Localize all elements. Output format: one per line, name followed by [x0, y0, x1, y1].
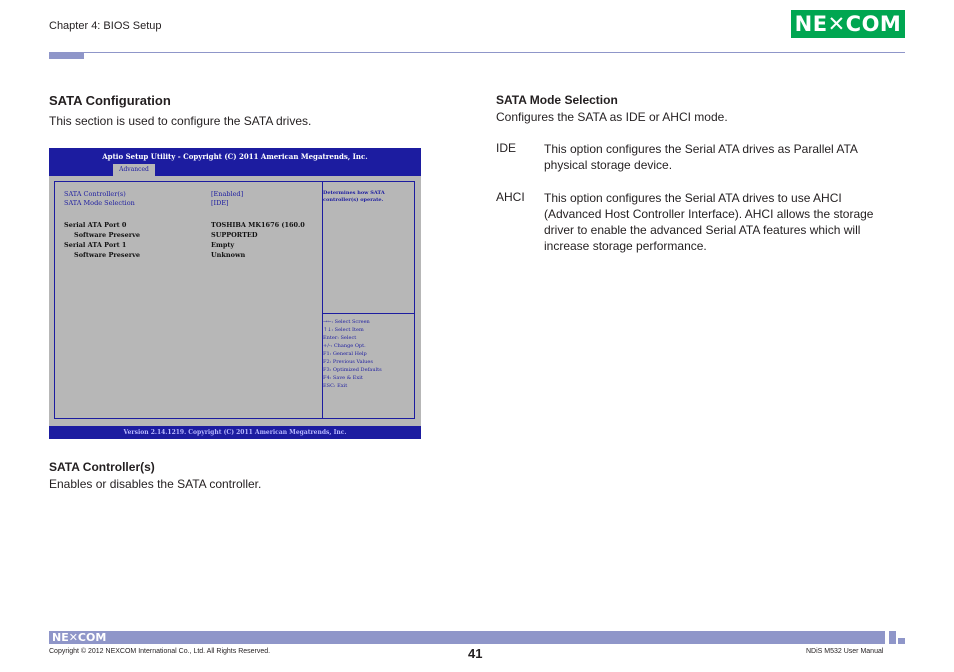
ahci-line: (Advanced Host Controller Interface). AHCI allows the storage	[544, 207, 874, 221]
bios-row-value: TOSHIBA MK1676 (160.0	[211, 221, 305, 229]
bios-key-legend	[323, 318, 411, 390]
nexcom-logo	[791, 10, 905, 38]
footer-square	[889, 631, 896, 638]
bios-main-panel	[54, 181, 415, 419]
bios-row-label: Software Preserve	[74, 251, 141, 259]
sata-controller-text: Enables or disables the SATA controller.	[49, 477, 262, 491]
footer-logo: NE✕COM	[52, 631, 107, 644]
bios-row-label: SATA Controller(s)	[64, 190, 126, 198]
bios-row-value: Unknown	[211, 251, 246, 259]
bios-title: Aptio Setup Utility - Copyright (C) 2011 American Megatrends, Inc.	[102, 152, 368, 161]
header-accent-block	[49, 53, 84, 59]
bios-key-item: Enter: Select	[323, 335, 357, 341]
bios-version-bar: Version 2.14.1219. Copyright (C) 2011 American Megatrends, Inc.	[49, 426, 421, 439]
bios-key-item: F4: Save & Exit	[323, 375, 363, 381]
bios-row-value: Empty	[211, 241, 235, 249]
sata-mode-title: SATA Mode Selection	[496, 93, 618, 107]
bios-key-item: F3: Optimized Defaults	[323, 367, 382, 373]
ide-line: This option configures the Serial ATA drives as Parallel ATA	[544, 142, 858, 156]
ahci-definition	[544, 190, 884, 254]
bios-key-item: ESC: Exit	[323, 383, 348, 389]
bios-row-label: Serial ATA Port 1	[64, 241, 127, 249]
bios-key-item: F1: General Help	[323, 351, 367, 357]
bios-key-item: ↑↓: Select Item	[323, 327, 364, 333]
bios-help-text: Determines how SATA controller(s) operate.	[323, 190, 385, 203]
bios-row-label: Serial ATA Port 0	[64, 221, 127, 229]
footer-square	[898, 638, 905, 644]
ide-definition	[544, 141, 884, 173]
footer-square	[889, 638, 896, 644]
ide-term: IDE	[496, 141, 517, 155]
footer-bar	[49, 631, 885, 644]
manual-name: NDiS M532 User Manual	[806, 648, 884, 655]
bios-key-item: F2: Previous Values	[323, 359, 373, 365]
ide-line: physical storage device.	[544, 158, 673, 172]
page-number: 41	[468, 646, 483, 661]
bios-row-value: [IDE]	[211, 199, 229, 207]
section-title: SATA Configuration	[49, 93, 171, 108]
bios-row-label: Software Preserve	[74, 231, 141, 239]
sata-mode-intro: Configures the SATA as IDE or AHCI mode.	[496, 110, 728, 124]
bios-divider-horizontal	[322, 313, 414, 314]
header-rule	[49, 52, 905, 53]
ahci-line: increase storage performance.	[544, 239, 707, 253]
bios-row-value: SUPPORTED	[211, 231, 258, 239]
bios-tab-advanced: Advanced	[113, 164, 155, 176]
chapter-label: Chapter 4: BIOS Setup	[49, 20, 162, 32]
ahci-term: AHCI	[496, 190, 525, 204]
copyright-text: Copyright © 2012 NEXCOM International Co., Ltd. All Rights Reserved.	[49, 648, 271, 655]
ahci-line: driver to enable the advanced Serial ATA features which will	[544, 223, 861, 237]
bios-row-label: SATA Mode Selection	[64, 199, 135, 207]
section-intro: This section is used to configure the SATA drives.	[49, 114, 312, 128]
bios-row-value: [Enabled]	[211, 190, 244, 198]
bios-key-item: →←: Select Screen	[323, 319, 370, 325]
sata-controller-title: SATA Controller(s)	[49, 460, 155, 474]
bios-title-bar	[49, 148, 421, 176]
logo-text: NE✕COM	[794, 12, 902, 36]
ahci-line: This option configures the Serial ATA drives to use AHCI	[544, 191, 842, 205]
bios-screenshot	[49, 148, 421, 439]
bios-key-item: +/-: Change Opt.	[323, 343, 366, 349]
